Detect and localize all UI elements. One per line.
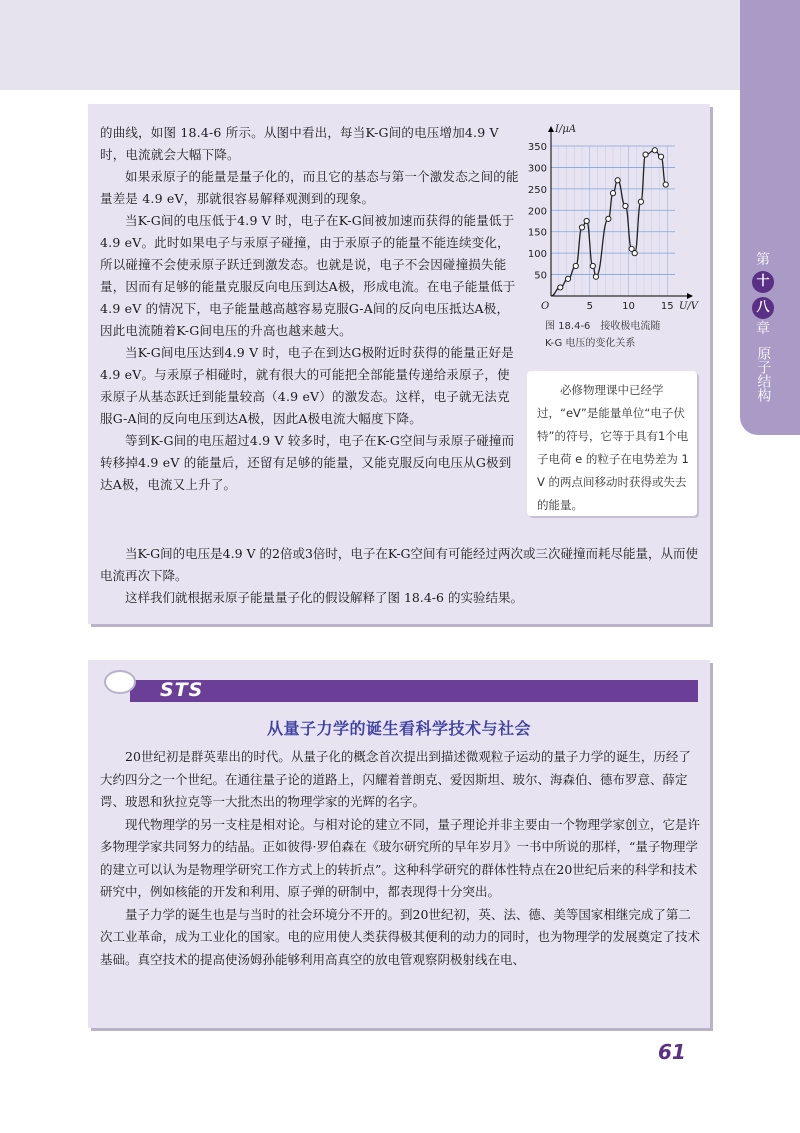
chapter-prefix: 第 (756, 252, 770, 268)
y-tick-label: 100 (527, 249, 547, 261)
data-point (606, 216, 611, 221)
paragraph: 当K-G间电压达到4.9 V 时，电子在到达G极附近时获得的能量正好是4.9 eV。与汞原子相碰时，就有很大的可能把全部能量传递给汞原子，使汞原子从基态跃迁到能量较高（4.9 eV）的激发态。这样，电子就无法克服G-A间的反向电压到达A极，因此A极电流大幅度下降。 (100, 345, 514, 426)
x-axis-arrow (687, 293, 693, 299)
data-point (610, 191, 615, 196)
data-point (652, 148, 657, 153)
data-point (593, 274, 598, 279)
paragraph: 等到K-G间的电压超过4.9 V 较多时，电子在K-G空间与汞原子碰撞而转移掉4.9 eV 的能量后，还留有足够的能量，又能克服反向电压从G极到达A极，电流又上升了。 (100, 433, 515, 492)
data-point (590, 263, 595, 268)
y-axis-label: I/μA (555, 124, 577, 135)
data-series-line (551, 150, 666, 296)
page-number: 61 (658, 1040, 686, 1064)
sts-text (100, 746, 700, 971)
data-point (615, 178, 620, 183)
paragraph: 当K-G间的电压是4.9 V 的2倍或3倍时，电子在K-G空间有可能经过两次或三次碰撞而耗尽能量，从而使电流再次下降。 (100, 546, 699, 583)
y-tick-label: 250 (527, 184, 547, 196)
y-axis-arrow (548, 126, 554, 132)
paragraph: 现代物理学的另一支柱是相对论。与相对论的建立不同，量子理论并非主要由一个物理学家创立，它是许多物理学家共同努力的结晶。正如彼得·罗伯森在《玻尔研究所的早年岁月》一书中所说的那样，“量子物理学的建立可以认为是物理学研究工作方式上的转折点”。这种科学研究的群体性特点在20世纪后来的科学和技术研究中，例如核能的开发和利用、原子弹的研制中，都表现得十分突出。 (100, 816, 701, 899)
figure-caption (545, 318, 695, 352)
chart-svg (515, 118, 715, 318)
paragraph: 的曲线，如图 18.4-6 所示。从图中看出，每当K-G间的电压增加4.9 V 时，电流就会大幅下降。 (100, 125, 499, 162)
header-band (0, 0, 740, 90)
origin-label: O (541, 301, 550, 312)
paragraph: 20世纪初是群英辈出的时代。从量子化的概念首次提出到描述微观粒子运动的量子力学的诞生，历经了大约四分之一个世纪。在通往量子论的道路上，闪耀着普朗克、爱因斯坦、玻尔、海森伯、德布罗意、薛定谔、玻恩和狄拉克等一大批杰出的物理学家的光辉的名字。 (100, 749, 691, 809)
paragraph: 当K-G间的电压低于4.9 V 时，电子在K-G间被加速而获得的能量低于 4.9 eV。此时如果电子与汞原子碰撞，由于汞原子的能量不能连续变化，所以碰撞不会使汞原子跃迁到激发态。也就是说，电子不会因碰撞损失能量，因而有足够的能量克服反向电压到达A极，形成电流。在电子能量低于4.9 eV 的情况下，电子能量越高越容易克服G-A间的反向电压抵达A极，因此电流随着K-G间电压的升高也越来越大。 (100, 213, 516, 338)
x-tick-label: 15 (660, 301, 674, 312)
data-point (579, 225, 584, 230)
chapter-number-1: 十 (752, 271, 774, 293)
current-voltage-chart (515, 118, 715, 318)
chapter-label (752, 252, 774, 402)
margin-note (527, 371, 697, 516)
data-point (565, 276, 570, 281)
data-point (558, 285, 563, 290)
paragraph: 如果汞原子的能量是量子化的，而且它的基态与第一个激发态之间的能量差是 4.9 eV，那就很容易解释观测到的现象。 (100, 169, 519, 206)
data-point (663, 182, 668, 187)
caption-line-1: 图 18.4-6 接收极电流随 (545, 321, 661, 332)
sts-label: STS (160, 679, 204, 701)
paragraph: 量子力学的诞生也是与当时的社会环境分不开的。到20世纪初，英、法、德、美等国家相继完成了第二次工业革命，成为工业化的国家。电的应用使人类获得极其便利的动力的同时，也为物理学的发展奠定了技术基础。真空技术的提高使汤姆孙能够利用高真空的放电管观察阴极射线在电、 (100, 906, 701, 967)
y-tick-label: 150 (527, 227, 547, 239)
x-axis-label: U/V (679, 301, 699, 312)
y-tick-label: 50 (534, 270, 547, 282)
chapter-suffix: 章 (756, 320, 770, 337)
caption-line-2: K-G 电压的变化关系 (545, 338, 636, 349)
data-point (573, 263, 578, 268)
data-point (623, 203, 628, 208)
data-point (658, 154, 663, 159)
y-tick-label: 350 (527, 142, 547, 153)
x-tick-label: 5 (586, 301, 593, 312)
note-text: 必修物理课中已经学过，“eV”是能量单位“电子伏特”的符号，它等于具有1个电子电荷 e 的粒子在电势差为 1 V 的两点间移动时获得或失去的能量。 (537, 383, 689, 512)
data-point (632, 251, 637, 256)
chapter-title: 原子结构 (755, 345, 772, 402)
main-text-tail (100, 543, 700, 609)
speech-bubble-icon (104, 670, 136, 694)
data-point (638, 199, 643, 204)
main-text (100, 122, 520, 496)
y-tick-label: 300 (527, 163, 547, 175)
data-point (643, 152, 648, 157)
paragraph: 这样我们就根据汞原子能量量子化的假设解释了图 18.4-6 的实验结果。 (125, 590, 523, 605)
y-tick-label: 200 (527, 206, 547, 218)
data-point (584, 218, 589, 223)
chapter-number-2: 八 (752, 297, 774, 319)
sts-title: 从量子力学的诞生看科学技术与社会 (266, 719, 531, 738)
x-tick-label: 10 (622, 301, 635, 312)
sts-header-bar (130, 680, 698, 702)
